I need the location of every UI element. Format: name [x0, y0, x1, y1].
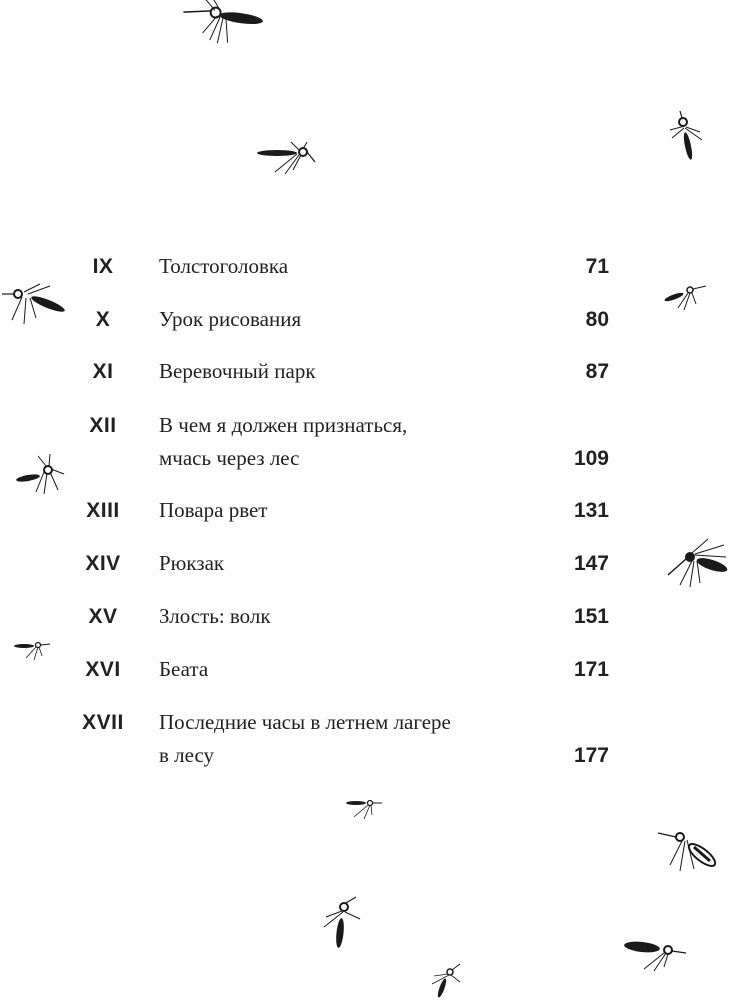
chapter-title: Злость: волк	[159, 604, 271, 628]
mosquito-icon	[344, 795, 384, 823]
page-number: 87	[585, 360, 609, 383]
chapter-title: Веревочный парк	[159, 359, 316, 383]
chapter-numeral: XI	[92, 360, 114, 383]
page-number: 131	[573, 499, 609, 522]
chapter-numeral: IX	[92, 255, 114, 278]
chapter-title: Толстоголовка	[159, 254, 289, 278]
page-number: 80	[585, 308, 609, 331]
mosquito-icon	[0, 282, 70, 327]
page-number: 109	[573, 447, 609, 470]
mosquito-icon	[180, 0, 270, 50]
page-number: 147	[573, 552, 609, 575]
chapter-title-line-1: Последние часы в летнем лагере	[159, 710, 451, 734]
mosquito-icon	[656, 825, 720, 877]
chapter-numeral: XVII	[82, 711, 124, 734]
chapter-title-line-1: В чем я должен признаться,	[159, 413, 408, 437]
chapter-title: Урок рисования	[159, 307, 302, 331]
mosquito-icon	[668, 110, 708, 165]
page-number: 151	[573, 605, 609, 628]
chapter-title-line-2: в лесу	[159, 743, 215, 767]
mosquito-icon	[618, 935, 688, 975]
mosquito-icon	[664, 535, 730, 590]
page-number: 171	[573, 658, 609, 681]
chapter-title: Беата	[159, 657, 209, 681]
mosquito-icon	[12, 638, 52, 663]
chapter-numeral: XIII	[86, 499, 120, 522]
mosquito-icon	[428, 962, 464, 1000]
chapter-title: Повара рвет	[159, 498, 268, 522]
mosquito-icon	[14, 452, 69, 497]
chapter-title-line-2: мчась через лес	[159, 446, 300, 470]
chapter-numeral: X	[95, 308, 111, 331]
chapter-numeral: XVI	[85, 658, 121, 681]
page-number: 177	[573, 744, 609, 767]
chapter-numeral: XII	[89, 414, 117, 437]
chapter-numeral: XIV	[85, 552, 121, 575]
chapter-numeral: XV	[88, 605, 118, 628]
page-number: 71	[585, 255, 609, 278]
mosquito-icon	[322, 895, 362, 955]
mosquito-icon	[255, 140, 325, 180]
mosquito-icon	[660, 280, 710, 315]
chapter-title: Рюкзак	[159, 551, 225, 575]
